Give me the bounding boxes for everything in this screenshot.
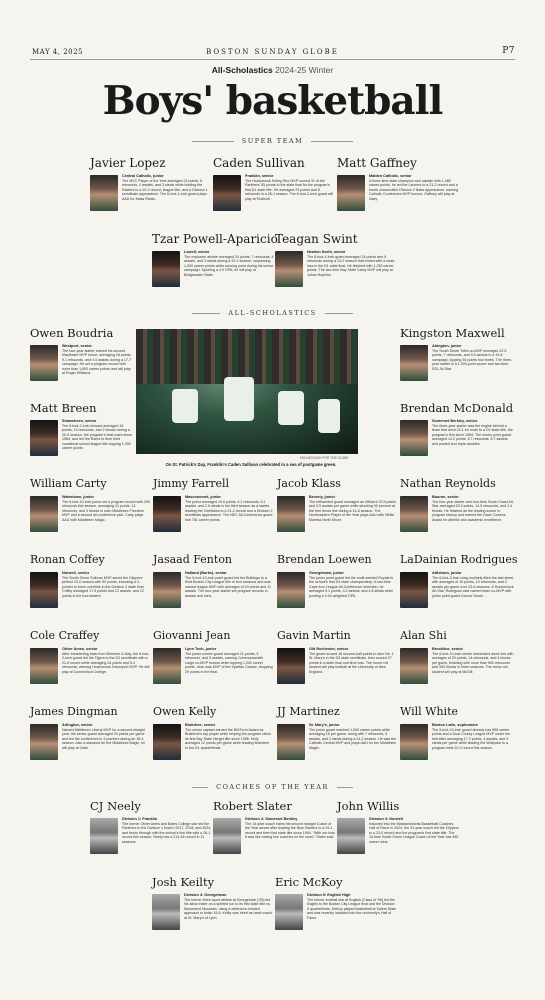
- player-bio: The 6-foot-2-inch forward averaged 18 points, 14 rebounds, and 2 blocks during a 20-5 season, the program's best mark since 1984, and led the Rams to their third vocational school league title topping 1,000 career points.: [62, 424, 132, 451]
- headshot: [153, 724, 181, 760]
- photo-credit: KEN MCGAGH FOR THE GLOBE: [300, 456, 349, 460]
- headshot: [400, 572, 428, 608]
- page-number: P7: [502, 46, 515, 56]
- school-line: Masconomet, junior: [185, 495, 221, 499]
- school-line: St. Mary's, junior: [309, 723, 340, 727]
- school-line: Arlington, senior: [62, 723, 93, 727]
- headshot: [153, 648, 181, 684]
- player-bio: The guard scored 16 second-half points to stun No. 1 St. Mary's in the D3 state semifinals, then scored 27 points in a state final overtime loss. The honor roll student will play football at the University of New England.: [309, 652, 394, 674]
- headshot: [30, 648, 58, 684]
- player-name: CJ Neely: [90, 799, 141, 813]
- headshot: [337, 175, 365, 211]
- player-name: Brendan Loewen: [277, 553, 372, 566]
- player-name: Brendan McDonald: [400, 401, 514, 415]
- player-bio: The 6-foot-10-inch center dominated down low with averages of 20 points, 14 rebounds, and 4 blocks per game, finishing with more than 500 rebounds and 300 blocks in three seasons. The honor roll student will play at McGill.: [432, 652, 514, 674]
- headshot: [30, 572, 58, 608]
- player-name: Caden Sullivan: [213, 156, 305, 170]
- player-bio: The junior averaged 15.6 points, 4.2 rebounds, 6.1 assists, and 2.6 steals in his third season as a starter, leading the Chieftains to a 21-2 record and a Division 2 semifinals appearance. The NEC All-Conference guard has 781 career points.: [185, 500, 273, 522]
- player-bio: The three-year starter was the engine behind a team that went 24-1 en route to a D2 state title, the program's first since 1954. The senior point guard averaged 14.2 points, 5.7 rebounds, 5.7 assists and posted four triple-doubles.: [432, 424, 513, 446]
- headshot: [400, 496, 428, 532]
- school-line: Division 1: Franklin: [122, 817, 158, 821]
- player-name: Eric McKoy: [275, 875, 343, 889]
- headshot: [277, 572, 305, 608]
- player-bio: The four-year starter earned his second Mayflower MVP honor, averaging 28 points, 9.1 rebounds, and 4.4 assists during a 17-7 campaign. He set a program record with more than 1,600 career points and will play at Roger Williams.: [62, 349, 132, 376]
- player-name: LaDainian Rodrigues: [400, 553, 518, 566]
- headshot: [400, 420, 428, 456]
- player-name: Kingston Maxwell: [400, 326, 505, 340]
- school-line: Shawsheen, senior: [62, 419, 97, 423]
- player-name: Tzar Powell-Aparicio: [152, 232, 278, 246]
- player-name: Jimmy Farrell: [153, 477, 230, 490]
- player-bio: Inducted into the Massachusetts Basketball Coaches Hall of Fame in 2024, the 31-year coach led the Clippers to a 23-0 record and the program's first state title. The 10-time South Shore League Coach of the Year has 495 career wins.: [369, 822, 459, 844]
- headshot: [90, 818, 118, 854]
- player-bio: The former Oliver Ames and Bates College star led the Panthers to the Division 1 final in 2017, 2018, and 2024, and broke through with the school's first title with a 26-1 record this season. Neely has a 214-48 record in 11 seasons.: [122, 822, 212, 844]
- player-name: Matt Gaffney: [337, 156, 417, 170]
- masthead-rule: [30, 59, 515, 60]
- headshot: [400, 345, 428, 381]
- player-name: Jasaad Fenton: [153, 553, 233, 566]
- headshot: [275, 894, 303, 930]
- headshot: [213, 175, 241, 211]
- player-bio: The MVC Player of the Year averaged 24 points, 8 rebounds, 4 assists, and 3 steals while leading the Raiders to a 20-3 record, league title, and a Division 1 semifinals appearance. The 6-foot-1-inch guard plays AAU for Mass Rivals.: [122, 179, 208, 201]
- school-line: Division 4: Georgetown: [184, 893, 227, 897]
- school-line: Newton North, senior: [307, 250, 346, 254]
- player-bio: The 6-foot-10-inch junior set a program record with 296 rebounds this season, averaging 21 points, 14 rebounds, and 3 blocks to earn Middlesex Freedom MVP and a second all-conference pick. Carty plays AAU with Middlesex Magic.: [62, 500, 150, 522]
- player-bio: The South Shore Sullivan MVP saved the Clippers' perfect 23-0 season with 50 points, including a 3-pointer to force overtime in the Division 3 state final. Coffey averaged 17.5 points and 13 assists, and 22 points in the tournament.: [62, 576, 145, 598]
- headshot: [152, 894, 180, 930]
- school-line: Division 5: English High: [307, 893, 351, 897]
- player-name: Teagan Swint: [275, 232, 358, 246]
- player-bio: The junior guard reached 1,000 career points while averaging 18 per game, along with 7 rebounds, 5 assists, and 2 steals during a 24-2 season. He was the Catholic Central MVP and plays AAU for the Middlesex Magic.: [309, 728, 397, 750]
- feature-photo: [136, 329, 358, 454]
- school-line: Abington, junior: [432, 344, 462, 348]
- player-bio: The lefthanded guard averaged an efficient 23.5 points and 3.5 assists per game while shooting 90 percent at the free throw line during a 14-6 season. The Northeastern Player of the Year plays AAU with White Mamba North Shore.: [309, 500, 397, 522]
- player-bio: The Hockomock Kelley-Rex MVP scored 31 of the Panthers' 55 points in the state final for the program's first D1 state title. He averaged 23 points and 8 rebounds in a 26-1 season. The 6-foot-2-inch guard will play at Endicott.: [245, 179, 334, 201]
- player-name: Ronan Coffey: [30, 553, 105, 566]
- school-line: Georgetown, junior: [309, 571, 344, 575]
- player-name: Javier Lopez: [90, 156, 166, 170]
- coaches-heading: COACHES OF THE YEAR: [0, 783, 545, 791]
- masthead-paper: BOSTON SUNDAY GLOBE: [206, 48, 339, 56]
- crowd-graphic: [136, 329, 358, 384]
- school-line: Lynn Tech, junior: [185, 647, 217, 651]
- player-bio: The South Shore Tobin co-MVP averaged 22.5 points, 7 rebounds, and 3.5 assists in a 19-6 campaign, topping 30 points four times. The three-year starter is a 1,000-point scorer and two-time SSL All-Star.: [432, 349, 513, 371]
- masthead-date: MAY 4, 2025: [32, 48, 84, 56]
- school-line: Division 2: Somerset Berkley: [245, 817, 298, 821]
- player-figure: [278, 391, 304, 425]
- headshot: [153, 496, 181, 532]
- player-name: Owen Boudria: [30, 326, 114, 340]
- section-kicker: [0, 65, 545, 75]
- player-bio: The 6-foot-4-inch guard averaged 24 points and 9 rebounds during a 24-2 season that ended with a close loss in the D1 state final. He finished with 1,250 career points. The two-time Bay State Carey MVP will play at Johns Hopkins.: [307, 255, 395, 277]
- school-line: Watertown, junior: [62, 495, 94, 499]
- school-line: Oliver Ames, senior: [62, 647, 98, 651]
- school-line: Boston Latin, sophomore: [432, 723, 478, 727]
- player-bio: The former three-sport athlete at Georgetown ('05) led his alma mater on a spirited run to its first state title vs. Monument Mountain, using a defensive-minded approach to finish 19-6. Keilty was hired as head coach at St. Mary's of Lynn.: [184, 898, 273, 920]
- player-bio: The junior point guard led the multi-seeded Royals to the school's first D4 state championship. A two-time Cape Ann League All-Conference selection, he averaged 9.1 points, 4.2 assists, and 4.8 steals while posting a 4.44 weighted GPA.: [309, 576, 394, 598]
- headshot: [152, 251, 180, 287]
- player-bio: The 5-foot-10-inch guard already has 858 career points and a Dual County League MVP under his belt after averaging 17.2 points, 4 assists, and 3 steals per game while leading the Wolfpack to a program-best 20-2 record this season.: [432, 728, 510, 750]
- player-figure: [224, 377, 254, 421]
- player-name: Giovanni Jean: [153, 629, 231, 642]
- school-line: Malden Catholic, senior: [369, 174, 412, 178]
- headshot: [30, 345, 58, 381]
- super-team-heading: SUPER TEAM: [0, 137, 545, 145]
- player-name: Matt Breen: [30, 401, 97, 415]
- kicker-season: 2024-25 Winter: [275, 65, 334, 75]
- player-bio: Named Middlesex Liberty MVP for a second straight year, the senior guard averaged 20 points per game and led the conference in 3-pointers during an 18-4 season. Also a standout for the Middlesex Magic, he will play at Clark.: [62, 728, 146, 750]
- player-name: Gavin Martin: [277, 629, 351, 642]
- player-name: Josh Keilty: [152, 875, 215, 889]
- player-bio: The senior captain earned the Bill Ervin Award as Braintree's top player while helping the program clinch its first Bay State Herget title since 1996. Kelly averaged 12 points per game while leading Braintree to the D1 quarterfinals.: [185, 728, 272, 750]
- player-bio: The junior combo guard averaged 21 points, 6 rebounds, and 5 assists, earning Commonwealth Large co-MVP honors while topping 1,000 career points. Jean was MVP of the Spartan Classic, dropping 29 points in the final.: [185, 652, 273, 674]
- player-name: Cole Craffey: [30, 629, 100, 642]
- player-name: James Dingman: [30, 705, 118, 718]
- player-name: Will White: [400, 705, 459, 718]
- player-bio: The 5-foot-10-inch point guard led the Bulldogs to a third Boston City League title in four seasons and was named league MVP with averages of 19 points and 11 assists. The four-year starter set program records in assists and wins.: [185, 576, 271, 598]
- school-line: Franklin, senior: [245, 174, 274, 178]
- player-name: Owen Kelly: [153, 705, 217, 718]
- school-line: Division 3: Norwell: [369, 817, 403, 821]
- player-bio: The former football star at English (Class of '95) led the Eagles to the Boston City League final and the Division 5 quarterfinals. McKoy played basketball at Salem State and was recently inducted into the university's Hall of Fame.: [307, 898, 397, 920]
- player-figure: [318, 399, 340, 433]
- school-line: Bourne, senior: [432, 495, 459, 499]
- school-line: Holland (Burke), senior: [185, 571, 227, 575]
- player-name: William Carty: [30, 477, 107, 490]
- school-line: Somerset Berkley, senior: [432, 419, 478, 423]
- school-line: Central Catholic, junior: [122, 174, 164, 178]
- headshot: [30, 420, 58, 456]
- player-bio: After transferring back from Brimmer & May, the 6-foot-2-inch guard led the Tigers to the D2 semifinals with a 21-5 record while averaging 24 points and 5.4 rebounds, winning Hockomock Davenport MVP. He will play at Connecticut College.: [62, 652, 150, 674]
- player-bio: A three-time state champion and captain with 1,485 career points, he led the Lancers to a 21-2 record and a fourth consecutive Division 2 finals appearance, earning Catholic Conference MVP honors. Gaffney will play at Navy.: [369, 179, 459, 201]
- player-name: John Willis: [337, 799, 400, 813]
- all-scholastics-heading: ALL-SCHOLASTICS: [0, 309, 545, 317]
- player-bio: The four-year starter and four-time South Coast All-Star averaged 20.9 points, 14.9 rebounds, and 2.4 blocks. He finished as the leading scorer in program history and earned the Dave Cowens Award for athletic and academic excellence.: [432, 500, 514, 522]
- headshot: [275, 251, 303, 287]
- school-line: Brookline, senior: [432, 647, 464, 651]
- player-bio: The 16-year coach earns his second straight Coach of the Year award after leading the Blue Raiders to a 24-1 record and their first state title since 1954. "With our kids it was like having five coaches on the court," Slater said.: [245, 822, 335, 840]
- school-line: Beverly, junior: [309, 495, 336, 499]
- school-line: Westport, senior: [62, 344, 92, 348]
- player-name: Jacob Klass: [277, 477, 341, 490]
- school-line: Attleboro, junior: [432, 571, 462, 575]
- player-name: Robert Slater: [213, 799, 292, 813]
- headshot: [400, 648, 428, 684]
- headshot: [30, 496, 58, 532]
- headshot: [213, 818, 241, 854]
- photo-caption: On St. Patrick's Day, Franklin's Caden Sullivan celebrated in a sea of postgame green.: [165, 462, 337, 467]
- page-title: Boys' basketball: [102, 78, 443, 124]
- headshot: [337, 818, 365, 854]
- school-line: Old Rochester, senior: [309, 647, 349, 651]
- player-figure: [172, 389, 198, 423]
- school-line: Lowell, senior: [184, 250, 210, 254]
- kicker-section: All-Scholastics: [211, 65, 273, 75]
- player-bio: The explosive athlete averaged 24 points, 7 rebounds, 4 assists, and 3 steals during a 20-3 season, surpassing 1,000 career points while running point during his senior campaign. Sporting a 4.0 GPA, he will play at Bridgewater State.: [184, 255, 274, 277]
- school-line: Braintree, senior: [185, 723, 216, 727]
- headshot: [277, 724, 305, 760]
- player-name: Nathan Reynolds: [400, 477, 496, 490]
- headshot: [153, 572, 181, 608]
- player-name: JJ Martinez: [277, 705, 340, 718]
- headshot: [400, 724, 428, 760]
- headshot: [30, 724, 58, 760]
- school-line: Norwell, senior: [62, 571, 90, 575]
- player-name: Alan Shi: [400, 629, 447, 642]
- headshot: [277, 496, 305, 532]
- headshot: [90, 175, 118, 211]
- headshot: [277, 648, 305, 684]
- player-bio: The 6-foot-2-inch wing routinely filled the stat sheet with averages of 15 points, 10 rebounds, and 3 assists per game over 23-6 seasons. A Hockomock All-Star, Rodrigues was named team co-MVP with junior point guard Connor Houle.: [432, 576, 514, 598]
